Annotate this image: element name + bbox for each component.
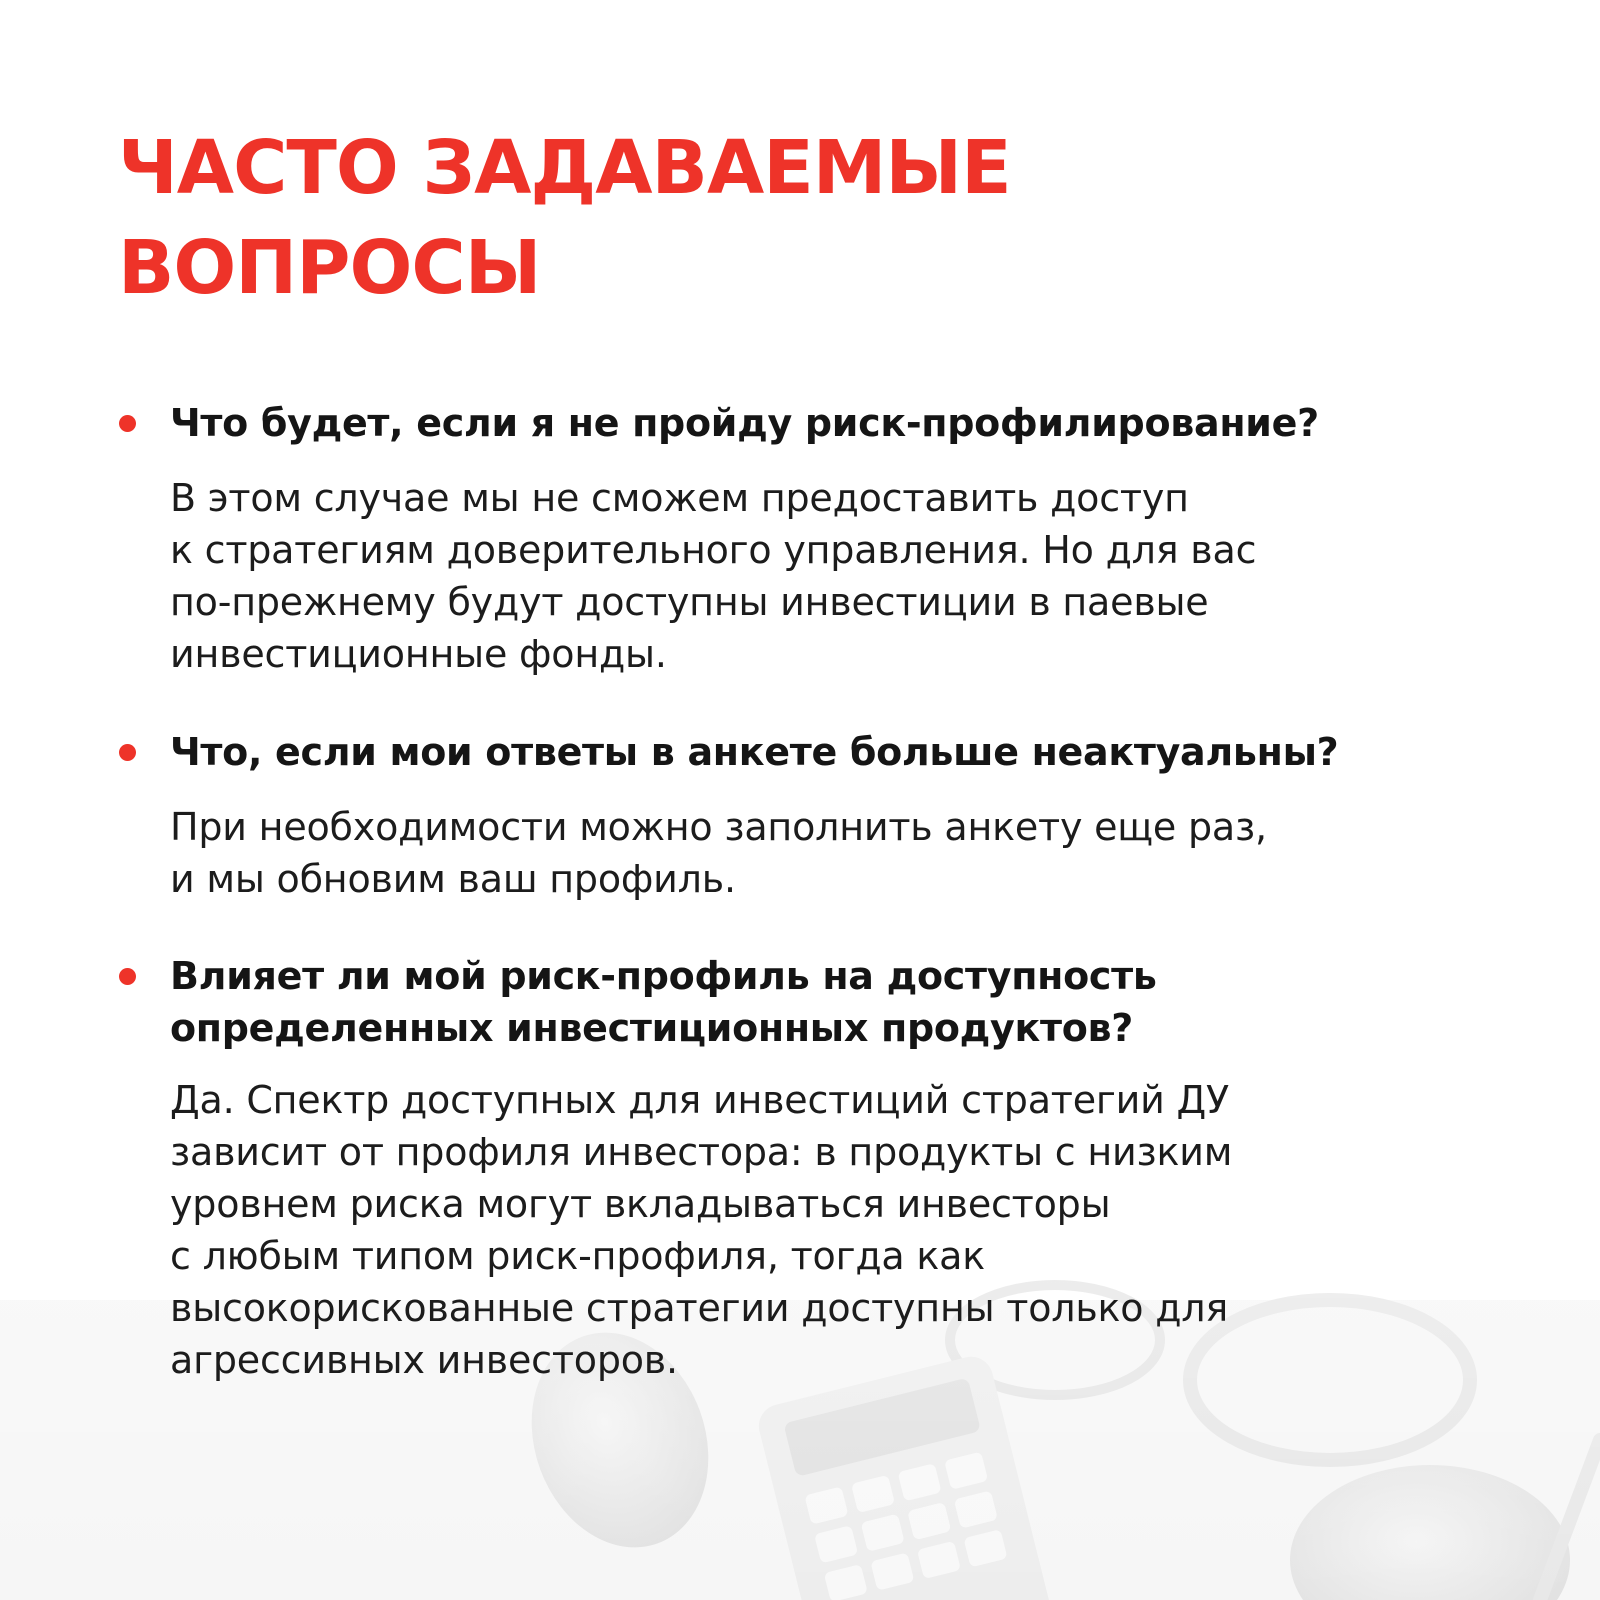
- faq-question-line: определенных инвестиционных продуктов?: [170, 1006, 1134, 1050]
- faq-question: [170, 950, 1460, 1054]
- bullet-dot-icon: [119, 744, 136, 761]
- page-title-line: ЧАСТО ЗАДАВАЕМЫЕ: [118, 125, 1011, 211]
- faq-answer-line: агрессивных инвесторов.: [170, 1338, 678, 1382]
- faq-answer-line: зависит от профиля инвестора: в продукты с низким: [170, 1130, 1233, 1174]
- faq-answer-line: высокорискованные стратегии доступны только для: [170, 1286, 1229, 1330]
- faq-question-line: Влияет ли мой риск-профиль на доступность: [170, 954, 1157, 998]
- faq-answer-line: с любым типом риск-профиля, тогда как: [170, 1234, 985, 1278]
- faq-answer-line: по-прежнему будут доступны инвестиции в паевые: [170, 580, 1209, 624]
- faq-answer-line: Да. Спектр доступных для инвестиций стратегий ДУ: [170, 1078, 1229, 1122]
- faq-answer-line: В этом случае мы не сможем предоставить доступ: [170, 476, 1189, 520]
- faq-answer-line: и мы обновим ваш профиль.: [170, 857, 736, 901]
- faq-answer-line: При необходимости можно заполнить анкету еще раз,: [170, 805, 1267, 849]
- faq-question: [170, 397, 1460, 449]
- faq-answer: [170, 1074, 1460, 1386]
- page-title-line: ВОПРОСЫ: [118, 225, 541, 311]
- bullet-dot-icon: [119, 415, 136, 432]
- faq-answer: [170, 472, 1460, 680]
- page-title: [118, 118, 1418, 318]
- faq-answer-line: к стратегиям доверительного управления. Но для вас: [170, 528, 1257, 572]
- faq-answer: [170, 801, 1460, 905]
- faq-answer-line: инвестиционные фонды.: [170, 632, 667, 676]
- bullet-dot-icon: [119, 968, 136, 985]
- faq-question-line: Что, если мои ответы в анкете больше неактуальны?: [170, 730, 1339, 774]
- faq-answer-line: уровнем риска могут вкладываться инвесторы: [170, 1182, 1111, 1226]
- faq-question-line: Что будет, если я не пройду риск-профилирование?: [170, 401, 1319, 445]
- faq-question: [170, 726, 1460, 778]
